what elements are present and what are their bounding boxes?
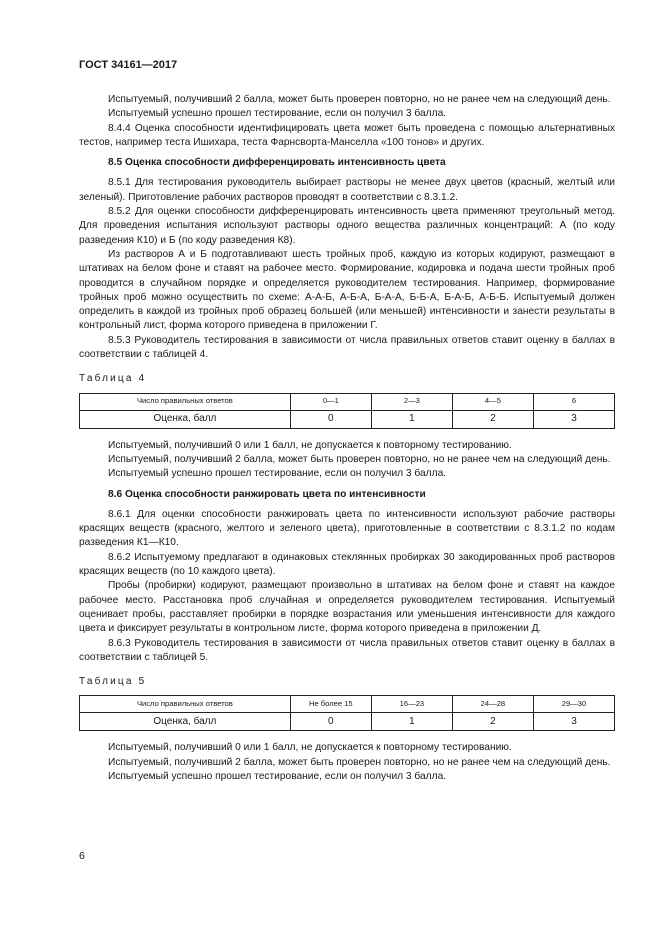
- paragraph: 8.4.4 Оценка способности идентифицировать цвета может быть проведена с помощью альтернативных тестов, например теста Ишихара, теста Фарнсворта-Манселла «100 тонов» и других.: [79, 122, 615, 148]
- section-heading-8-6: 8.6 Оценка способности ранжировать цвета по интенсивности: [108, 488, 426, 500]
- paragraph: Испытуемый, получивший 2 балла, может быть проверен повторно, но не ранее чем на следующий день.: [108, 756, 611, 768]
- table-4: [79, 393, 615, 429]
- paragraph: 8.5.2 Для оценки способности дифференцировать интенсивность цвета применяют треугольный метод. Для проведения испытания используют растворы одного вещества различных концентраций: А (по коду разведения К10) и Б (по коду разведения К8).: [79, 206, 615, 246]
- table-header-cell: 2—3: [371, 393, 452, 410]
- paragraph: 8.5.1 Для тестирования руководитель выбирает растворы не менее двух цветов (красный, желтый или зеленый). Приготовление рабочих растворов проводят в соответствии с 8.3.1.2.: [79, 177, 615, 203]
- paragraph: Испытуемый, получивший 2 балла, может быть проверен повторно, но не ранее чем на следующий день.: [108, 453, 611, 465]
- table-5-caption: Таблица 5: [79, 676, 147, 688]
- paragraph: 8.5.3 Руководитель тестирования в зависимости от числа правильных ответов ставит оценку в баллах в соответствии с таблицей 4.: [79, 334, 615, 361]
- table-header-row: [80, 393, 615, 410]
- document-header-code: ГОСТ 34161—2017: [79, 59, 178, 71]
- page-body: [79, 93, 615, 784]
- table-row: [80, 410, 615, 428]
- table-cell: 1: [371, 410, 452, 428]
- table-5: [79, 695, 615, 731]
- table-header-cell: 24—28: [452, 696, 533, 713]
- table-cell: 3: [533, 410, 614, 428]
- section-heading-8-5: 8.5 Оценка способности дифференцировать интенсивность цвета: [108, 157, 446, 169]
- table-header-cell: 29—30: [533, 696, 614, 713]
- table-header-cell: Не более 15: [290, 696, 371, 713]
- table-cell: Оценка, балл: [80, 410, 291, 428]
- table-cell: 3: [533, 713, 614, 731]
- table-cell: 0: [290, 713, 371, 731]
- paragraph: Испытуемый успешно прошел тестирование, если он получил 3 балла.: [108, 108, 447, 120]
- table-header-row: [80, 696, 615, 713]
- table-header-cell: Число правильных ответов: [80, 696, 291, 713]
- paragraph: Испытуемый успешно прошел тестирование, если он получил 3 балла.: [108, 770, 447, 782]
- table-cell: 1: [371, 713, 452, 731]
- table-cell: 2: [452, 410, 533, 428]
- table-header-cell: 16—23: [371, 696, 452, 713]
- table-header-cell: 4—5: [452, 393, 533, 410]
- paragraph: Из растворов А и Б подготавливают шесть тройных проб, каждую из которых кодируют, размещают в штативах на белом фоне и ставят на рабочее место. Формирование, кодировка и подача шести тройных проб проводится в случайном порядке и определяется руководителем тестирования. Например, формирование тройных проб можно осуществить по схеме: А-А-Б, А-Б-А, Б-А-А, Б-Б-А, Б-А-Б, А-Б-Б. Испытуемый должен определить в каждой из тройных проб образец большей (или меньшей) интенсивности и занести результаты в контрольный лист, форма которого приведена в приложении Г.: [79, 248, 615, 332]
- table-cell: 2: [452, 713, 533, 731]
- page-number: 6: [79, 850, 85, 862]
- table-header-cell: Число правильных ответов: [80, 393, 291, 410]
- table-header-cell: 6: [533, 393, 614, 410]
- paragraph: Испытуемый, получивший 0 или 1 балл, не допускается к повторному тестированию.: [108, 742, 512, 754]
- paragraph: Испытуемый успешно прошел тестирование, если он получил 3 балла.: [108, 468, 447, 480]
- paragraph: Испытуемый, получивший 2 балла, может быть проверен повторно, но не ранее чем на следующий день.: [108, 94, 611, 105]
- table-row: [80, 713, 615, 731]
- table-cell: Оценка, балл: [80, 713, 291, 731]
- paragraph: 8.6.2 Испытуемому предлагают в одинаковых стеклянных пробирках 30 закодированных проб растворов красящих веществ (по 10 каждого цвета).: [79, 551, 615, 578]
- paragraph: Испытуемый, получивший 0 или 1 балл, не допускается к повторному тестированию.: [108, 439, 512, 451]
- table-cell: 0: [290, 410, 371, 428]
- table-header-cell: 0—1: [290, 393, 371, 410]
- paragraph: 8.6.1 Для оценки способности ранжировать цвета по интенсивности используют рабочие растворы красящих веществ (красного, желтого и зеленого цвета), приготовленные в соответствии с 8.3.1.2 по кодам разведения К1—К10.: [79, 508, 615, 549]
- table-4-caption: Таблица 4: [79, 373, 147, 385]
- paragraph: Пробы (пробирки) кодируют, размещают произвольно в штативах на белом фоне и ставят на каждое рабочее место. Расстановка проб случайная и определяется руководителем тестирования. Испытуемый оценивает пробы, расставляет пробирки в порядке возрастания или уменьшения интенсивности для каждого цвета и фиксирует результаты в контрольном листе, форма которого приведена в приложении Д.: [79, 580, 615, 635]
- paragraph: 8.6.3 Руководитель тестирования в зависимости от числа правильных ответов ставит оценку в баллах в соответствии с таблицей 5.: [79, 637, 615, 663]
